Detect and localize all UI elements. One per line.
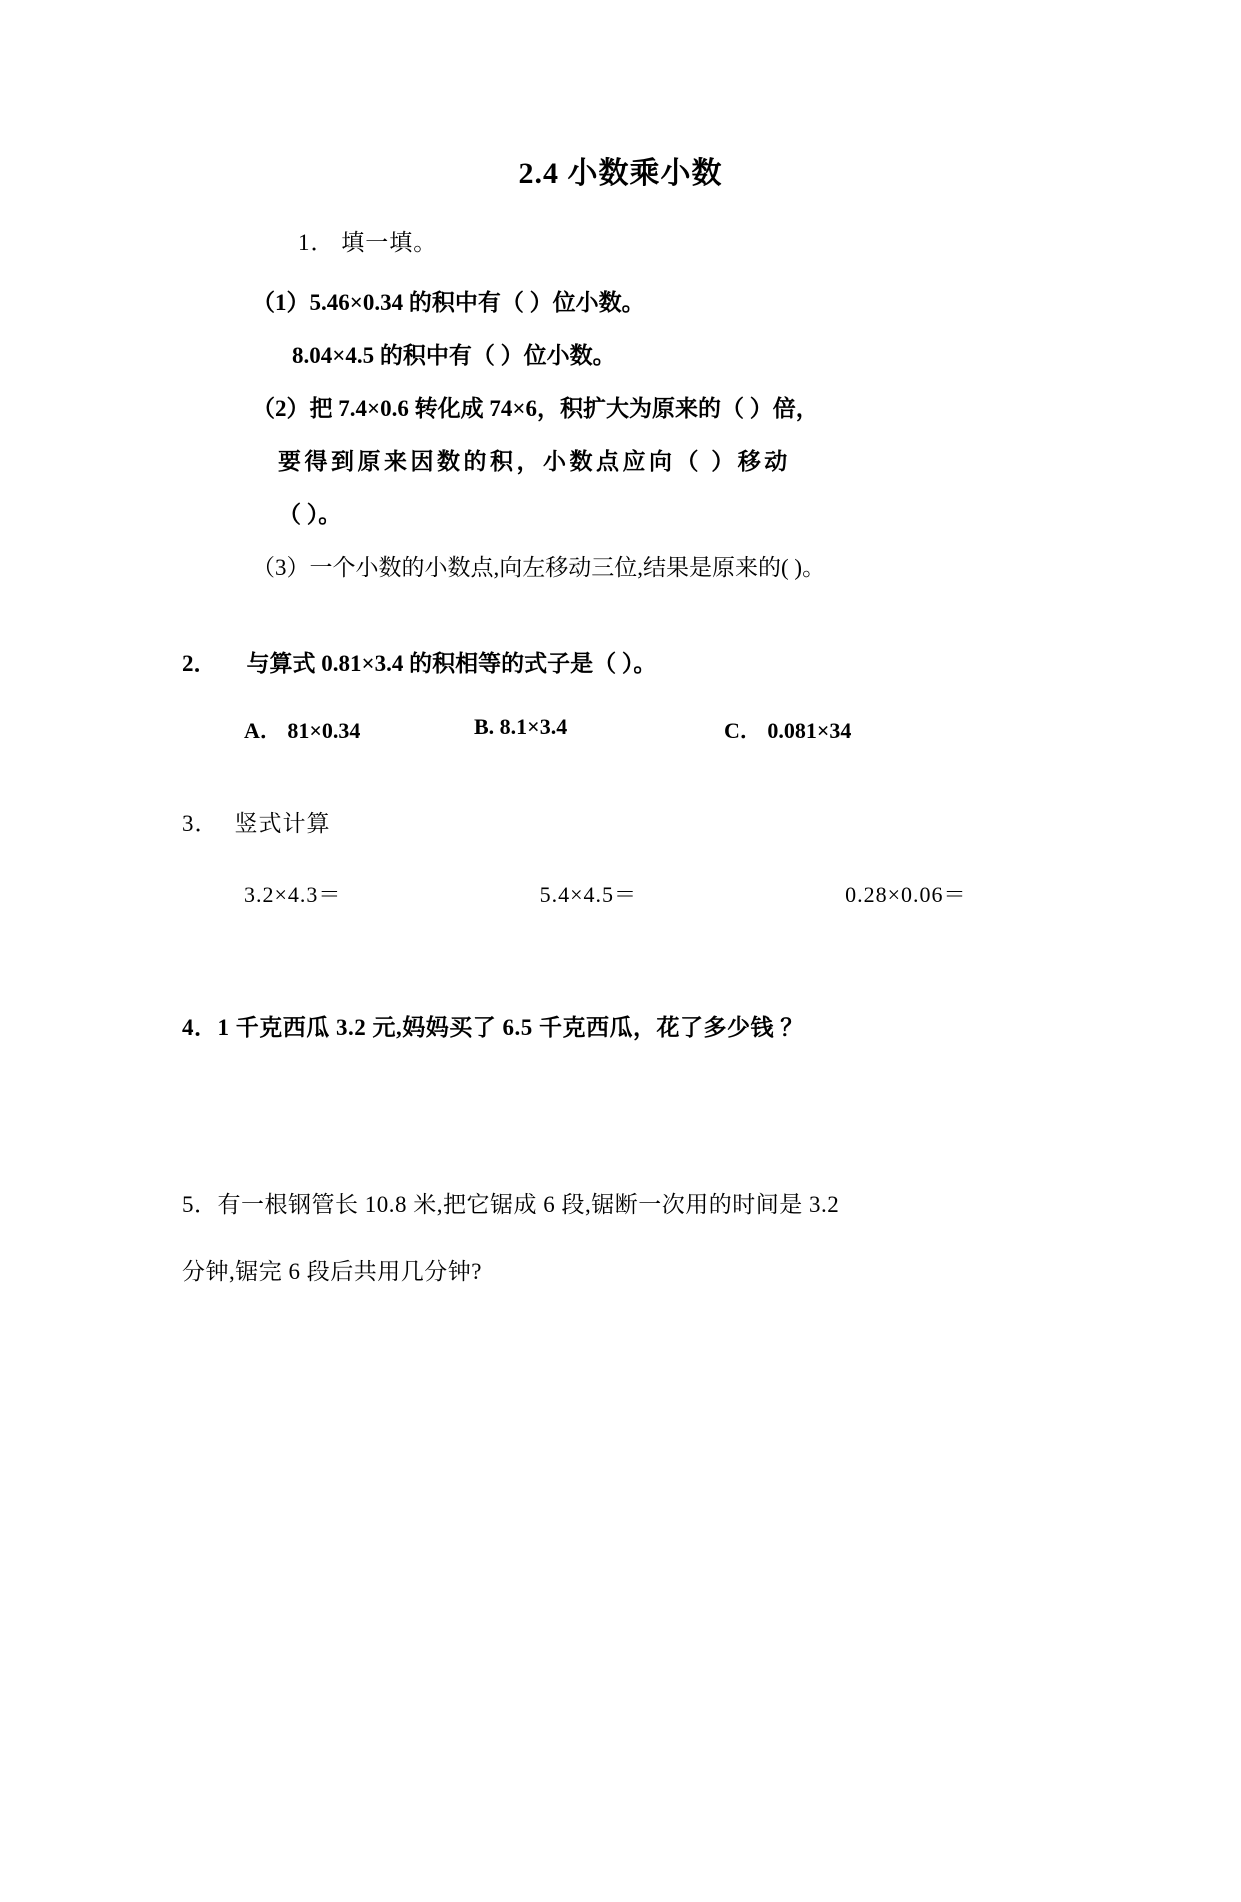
question-1-item-5: （ ）。 (278, 502, 342, 527)
question-3 (160, 805, 1121, 838)
question-1-item-3: （2）把 7.4×0.6 转化成 74×6，积扩大为原来的（ ）倍， (252, 396, 819, 421)
question-1-item-4: 要得到原来因数的积，小数点应向（ ）移动 (278, 449, 791, 474)
option-c[interactable]: C． 0.081×34 (724, 718, 852, 743)
question-3-expressions (160, 878, 1121, 909)
question-5-line-1: 5．有一根钢管长 10.8 米,把它锯成 6 段,锯断一次用的时间是 3.2 (182, 1192, 840, 1217)
calc-expression-1: 3.2×4.3＝ (244, 882, 342, 907)
question-2 (160, 645, 1121, 678)
question-1-item-2: 8.04×4.5 的积中有（ ）位小数。 (292, 343, 616, 368)
question-4: 4．1 千克西瓜 3.2 元,妈妈买了 6.5 千克西瓜，花了多少钱 ？ (182, 1015, 804, 1040)
page-title: 2.4 小数乘小数 (518, 157, 723, 190)
worksheet-body (0, 224, 1241, 1305)
question-3-text: 竖式计算 (234, 811, 331, 836)
question-2-options (160, 714, 1121, 745)
question-1-item-1: （1）5.46×0.34 的积中有（ ）位小数。 (252, 290, 645, 315)
option-a[interactable]: A． 81×0.34 (244, 718, 361, 743)
question-1-item-6: （3）一个小数的小数点,向左移动三位,结果是原来的( )。 (252, 555, 826, 580)
question-2-number: 2． (182, 651, 217, 676)
question-5-line-2: 分钟,锯完 6 段后共用几分钟? (182, 1258, 482, 1284)
option-b[interactable]: B. 8.1×3.4 (474, 714, 568, 739)
question-2-text: 与算式 0.81×3.4 的积相等的式子是（ ）。 (246, 651, 657, 676)
worksheet-page (0, 148, 1241, 1902)
question-5 (160, 1172, 1121, 1305)
question-3-number: 3． (182, 811, 219, 836)
calc-expression-3: 0.28×0.06＝ (845, 882, 967, 907)
question-1-heading: 1． 填一填。 (298, 230, 438, 255)
calc-expression-2: 5.4×4.5＝ (539, 882, 638, 907)
